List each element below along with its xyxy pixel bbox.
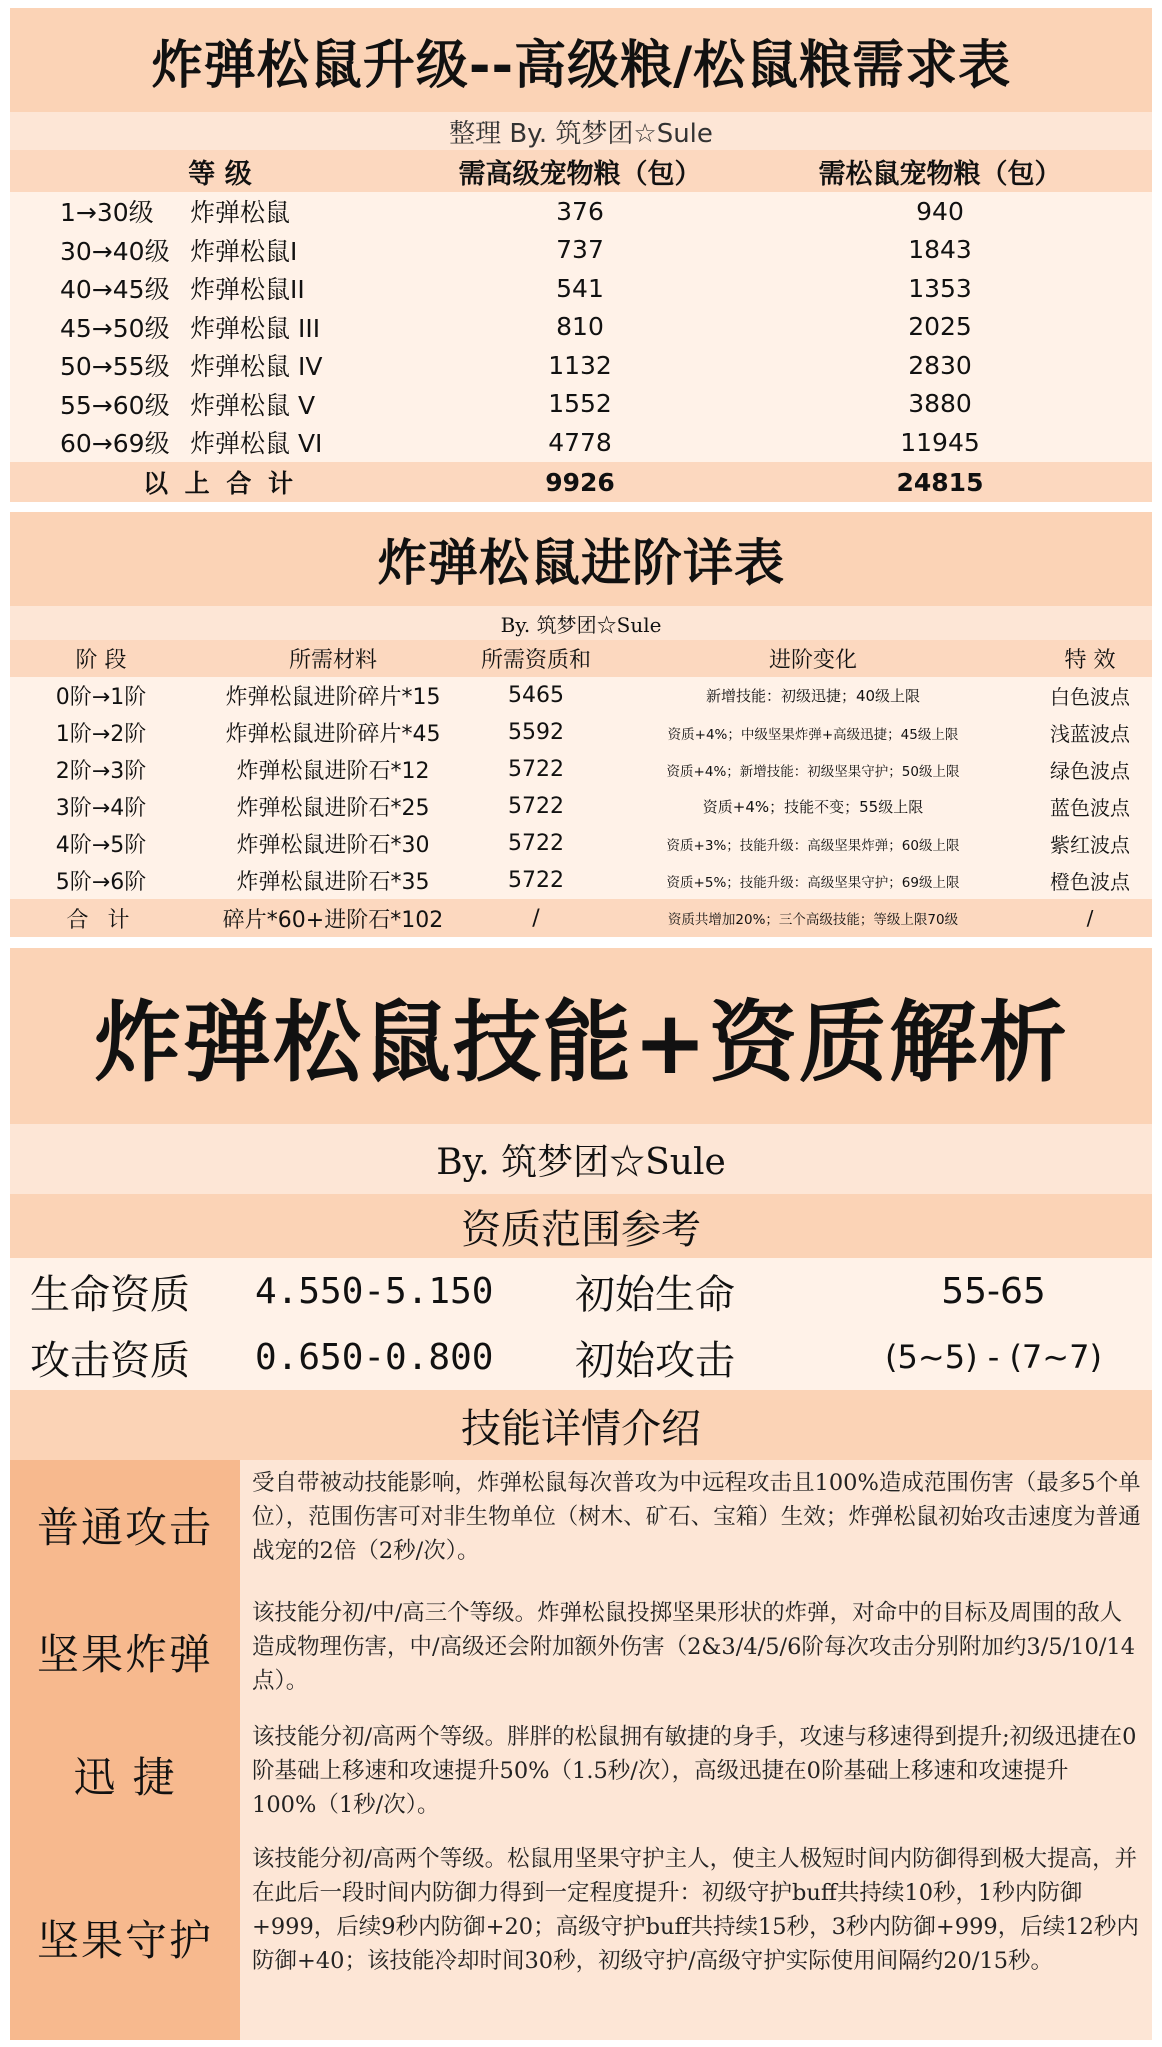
quality-row-life (10, 1258, 1152, 1324)
advance-material: 炸弹松鼠进阶石*25 (236, 796, 430, 821)
advance-total-material: 碎片*60+进阶石*102 (222, 907, 444, 933)
advance-credit: By. 筑梦团☆Sule (500, 612, 662, 637)
quality-table (10, 1258, 1152, 1390)
upgrade-squirrel-value: 2025 (908, 312, 972, 342)
upgrade-header-level: 等 级 (188, 158, 252, 190)
upgrade-stage-name: 炸弹松鼠II (190, 275, 305, 305)
upgrade-stage-name: 炸弹松鼠 III (190, 313, 321, 343)
upgrade-squirrel-value: 1843 (908, 235, 972, 265)
advance-effect: 白色波点 (1050, 685, 1130, 709)
upgrade-advanced-value: 1552 (548, 389, 612, 419)
range-title-band (10, 1194, 1152, 1258)
upgrade-header-row (10, 150, 1152, 192)
advance-credit-band (10, 606, 1152, 640)
table-row (10, 788, 1152, 825)
advance-total-row (10, 899, 1152, 937)
advance-total-quality: / (532, 905, 540, 931)
upgrade-advanced-value: 4778 (548, 427, 612, 457)
table-row (10, 385, 1152, 424)
quality-label: 生命资质 (30, 1271, 190, 1318)
advance-change: 新增技能：初级迅捷；40级上限 (705, 687, 921, 705)
advance-header-quality: 所需资质和 (480, 648, 591, 673)
upgrade-stage-name: 炸弹松鼠 IV (190, 352, 323, 382)
upgrade-stage-name: 炸弹松鼠 V (190, 390, 316, 420)
table-row (10, 423, 1152, 462)
quality-label-2: 初始攻击 (575, 1337, 735, 1384)
upgrade-advanced-value: 810 (556, 312, 604, 342)
upgrade-stage-name: 炸弹松鼠 VI (190, 429, 323, 459)
advance-quality: 5722 (508, 757, 564, 782)
advance-effect: 浅蓝波点 (1050, 722, 1130, 746)
upgrade-stage-name: 炸弹松鼠 (190, 198, 291, 228)
upgrade-stage-name: 炸弹松鼠I (190, 236, 298, 266)
upgrade-header-squirrel: 需松鼠宠物粮（包） (818, 158, 1062, 190)
advance-change: 资质+3%；技能升级：高级坚果炸弹；60级上限 (666, 837, 960, 854)
upgrade-advanced-value: 1132 (548, 350, 612, 380)
upgrade-range: 60→69级 (60, 429, 170, 459)
advance-stage: 1阶→2阶 (55, 722, 147, 747)
advance-material: 炸弹松鼠进阶碎片*15 (225, 685, 441, 710)
advance-effect: 紫红波点 (1050, 833, 1130, 857)
upgrade-title-band (10, 8, 1152, 112)
advance-material: 炸弹松鼠进阶石*35 (236, 870, 430, 895)
upgrade-total-label: 以 上 合 计 (142, 469, 298, 498)
advance-stage: 3阶→4阶 (55, 796, 147, 821)
skill-agility (10, 1714, 1152, 1836)
advance-effect: 绿色波点 (1050, 759, 1130, 783)
upgrade-squirrel-value: 2830 (908, 350, 972, 380)
upgrade-range: 50→55级 (60, 352, 170, 382)
advance-body (10, 677, 1152, 899)
quality-value: 4.550-5.150 (255, 1270, 494, 1312)
range-title: 资质范围参考 (461, 1206, 701, 1253)
upgrade-total-advanced: 9926 (545, 467, 615, 497)
advance-quality: 5722 (508, 868, 564, 893)
skill-desc: 该技能分初/高两个等级。胖胖的松鼠拥有敏捷的身手，攻速与移速得到提升;初级迅捷在0阶基础上移速和攻速提升50%（1.5秒/次），高级迅捷在0阶基础上移速和攻速提升100%（1秒/次）。 (240, 1714, 1152, 1836)
upgrade-body (10, 192, 1152, 462)
table-row (10, 269, 1152, 308)
advance-material: 炸弹松鼠进阶碎片*45 (225, 722, 441, 747)
upgrade-credit: 整理 By. 筑梦团☆Sule (449, 118, 713, 149)
advance-material: 炸弹松鼠进阶石*30 (236, 833, 430, 858)
table-row (10, 346, 1152, 385)
upgrade-header-advanced: 需高级宠物粮（包） (458, 158, 702, 190)
table-row (10, 231, 1152, 270)
upgrade-squirrel-value: 1353 (908, 273, 972, 303)
upgrade-total-squirrel: 24815 (896, 467, 984, 497)
table-row (10, 862, 1152, 899)
skill-name: 坚果守护 (10, 1836, 240, 2040)
skills-title-band (10, 948, 1152, 1124)
skills-credit: By. 筑梦团☆Sule (436, 1141, 726, 1183)
advance-quality: 5722 (508, 831, 564, 856)
table-row (10, 751, 1152, 788)
advance-header-material: 所需材料 (288, 648, 377, 673)
quality-label-2: 初始生命 (575, 1271, 735, 1318)
advance-header-stage: 阶 段 (75, 648, 127, 673)
advance-material: 炸弹松鼠进阶石*12 (236, 759, 430, 784)
upgrade-squirrel-value: 940 (916, 196, 964, 226)
quality-row-attack (10, 1324, 1152, 1390)
advance-total-change: 资质共增加20%；三个高级技能；等级上限70级 (667, 912, 959, 928)
upgrade-squirrel-value: 11945 (900, 427, 980, 457)
upgrade-range: 55→60级 (60, 390, 170, 420)
upgrade-advanced-value: 541 (556, 273, 604, 303)
advance-effect: 橙色波点 (1050, 870, 1130, 894)
table-row (10, 677, 1152, 714)
skills-title: 炸弹松鼠技能+资质解析 (93, 991, 1069, 1094)
upgrade-range: 30→40级 (60, 236, 170, 266)
advance-quality: 5592 (508, 720, 564, 745)
upgrade-range: 1→30级 (60, 198, 154, 228)
skill-desc: 该技能分初/高两个等级。松鼠用坚果守护主人，使主人极短时间内防御得到极大提高，并在此后一段时间内防御力得到一定程度提升：初级守护buff共持续10秒，1秒内防御+999，后续9秒内防御+20；高级守护buff共持续15秒，3秒内防御+999，后续12秒内防御+40；该技能冷却时间30秒，初级守护/高级守护实际使用间隔约20/15秒。 (240, 1836, 1152, 2040)
quality-value-2: 55-65 (941, 1270, 1046, 1312)
skill-name: 普通攻击 (10, 1460, 240, 1590)
advance-total-effect: / (1086, 906, 1094, 930)
advance-title: 炸弹松鼠进阶详表 (377, 534, 785, 592)
skill-desc: 该技能分初/中/高三个等级。炸弹松鼠投掷坚果形状的炸弹，对命中的目标及周围的敌人造成物理伤害，中/高级还会附加额外伤害（2&3/4/5/6阶每次攻击分别附加约3/5/10/14点）。 (240, 1590, 1152, 1714)
skill-name: 迅 捷 (10, 1714, 240, 1836)
quality-value-2: (5~5) - (7~7) (885, 1338, 1102, 1376)
advance-quality: 5465 (508, 683, 564, 708)
skill-nut-guard (10, 1836, 1152, 2040)
advance-quality: 5722 (508, 794, 564, 819)
advance-change: 资质+4%；新增技能：初级坚果守护；50级上限 (666, 763, 960, 780)
advance-header-change: 进阶变化 (768, 648, 857, 673)
skill-name: 坚果炸弹 (10, 1590, 240, 1714)
quality-value: 0.650-0.800 (255, 1336, 494, 1378)
advance-change: 资质+4%；技能不变；55级上限 (702, 798, 924, 816)
upgrade-squirrel-value: 3880 (908, 389, 972, 419)
advance-stage: 0阶→1阶 (55, 685, 147, 710)
detail-title-band (10, 1390, 1152, 1460)
quality-label: 攻击资质 (30, 1337, 190, 1384)
advance-total-stage: 合 计 (66, 907, 136, 933)
table-row (10, 308, 1152, 347)
upgrade-total-row (10, 462, 1152, 502)
advance-change: 资质+4%；中级坚果炸弹+高级迅捷；45级上限 (667, 726, 959, 743)
advance-header-row (10, 640, 1152, 677)
upgrade-advanced-value: 376 (556, 196, 604, 226)
skill-nut-bomb (10, 1590, 1152, 1714)
advance-stage: 4阶→5阶 (55, 833, 147, 858)
table-row (10, 825, 1152, 862)
upgrade-range: 45→50级 (60, 313, 170, 343)
upgrade-credit-band (10, 112, 1152, 150)
table-row (10, 192, 1152, 231)
detail-title: 技能详情介绍 (461, 1405, 701, 1452)
upgrade-title: 炸弹松鼠升级--高级粮/松鼠粮需求表 (150, 35, 1012, 96)
advance-stage: 2阶→3阶 (55, 759, 147, 784)
skill-normal-attack (10, 1460, 1152, 1590)
skills-credit-band (10, 1124, 1152, 1194)
advance-effect: 蓝色波点 (1050, 796, 1130, 820)
advance-header-effect: 特 效 (1064, 648, 1116, 673)
skill-desc: 受自带被动技能影响，炸弹松鼠每次普攻为中远程攻击且100%造成范围伤害（最多5个单位），范围伤害可对非生物单位（树木、矿石、宝箱）生效；炸弹松鼠初始攻击速度为普通战宠的2倍（2秒/次）。 (240, 1460, 1152, 1590)
advance-title-band (10, 512, 1152, 606)
upgrade-advanced-value: 737 (556, 235, 604, 265)
advance-change: 资质+5%；技能升级：高级坚果守护；69级上限 (666, 874, 960, 891)
advance-stage: 5阶→6阶 (55, 870, 147, 895)
table-row (10, 714, 1152, 751)
upgrade-range: 40→45级 (60, 275, 170, 305)
